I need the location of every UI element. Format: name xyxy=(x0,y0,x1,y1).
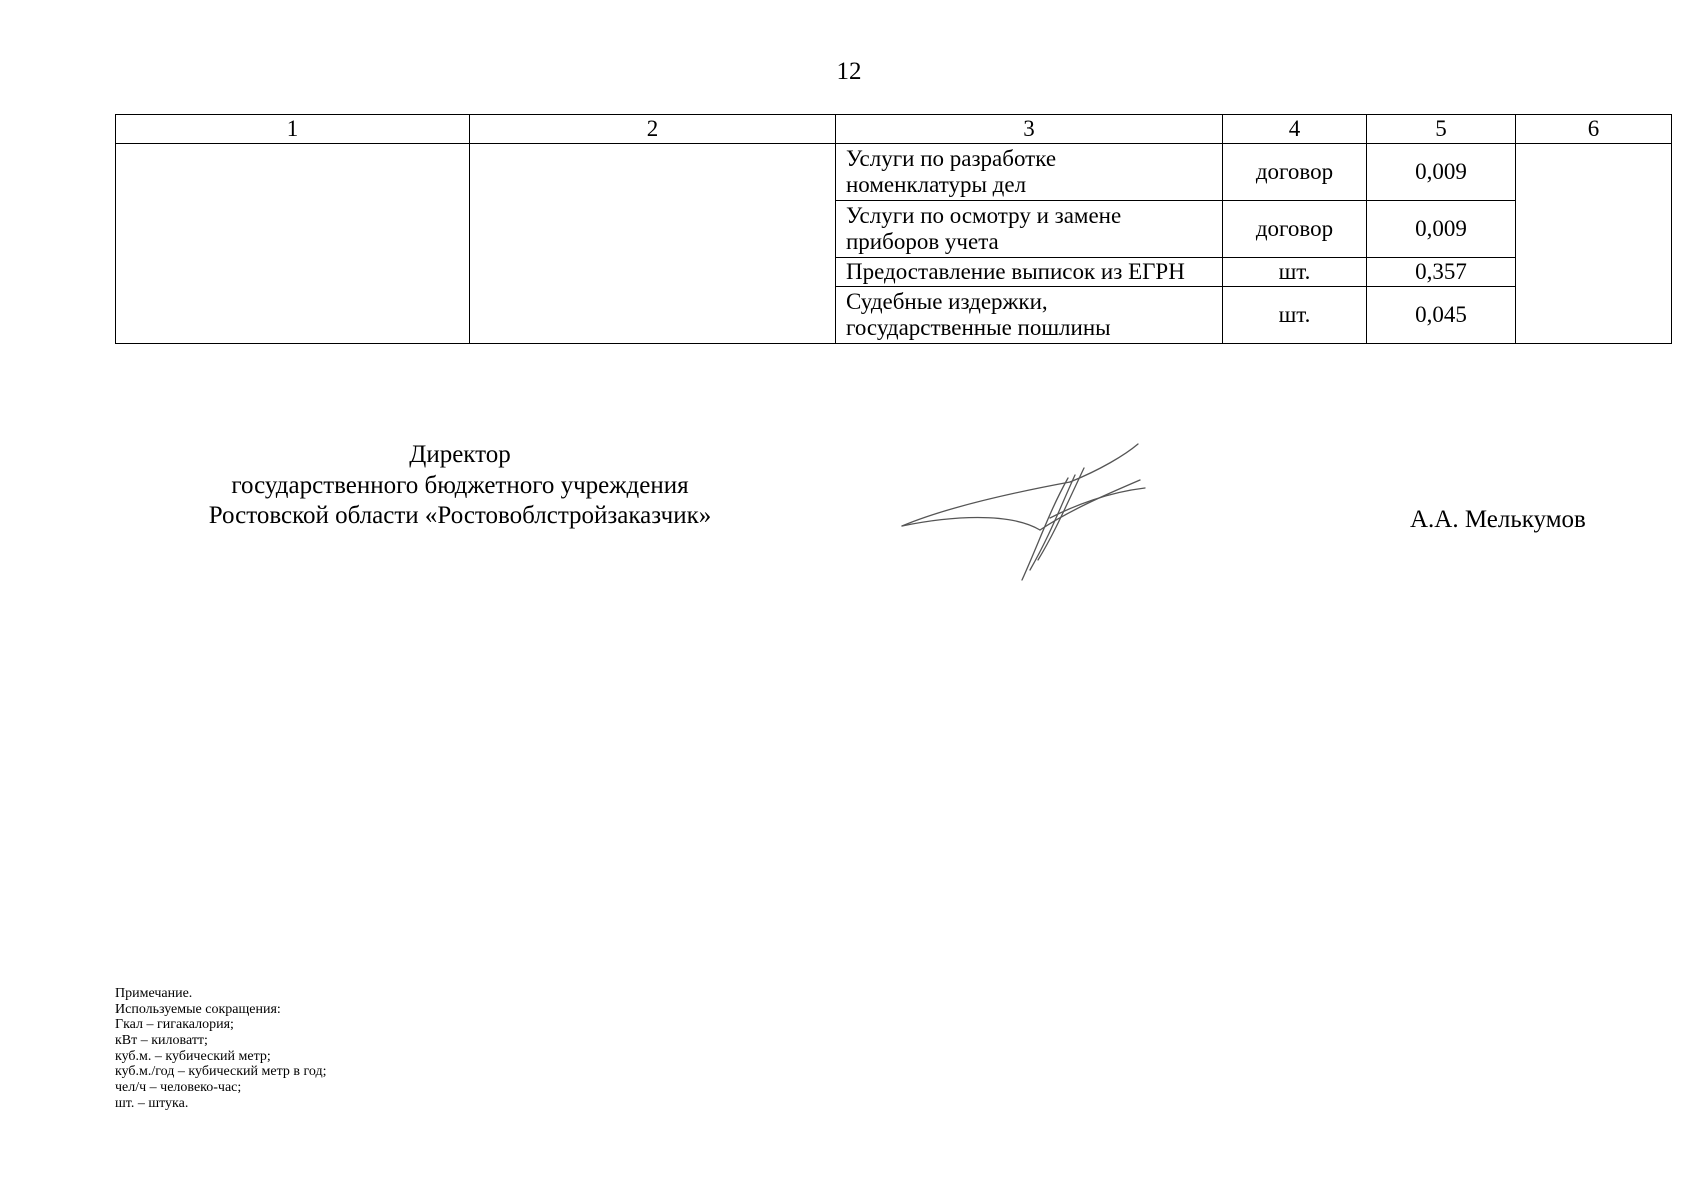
footnote-line: куб.м. – кубический метр; xyxy=(115,1048,271,1064)
table-cell-col6-empty xyxy=(1516,144,1672,344)
table-cell-col2-empty xyxy=(470,144,836,344)
footnote-line: куб.м./год – кубический метр в год; xyxy=(115,1064,327,1080)
page-number: 12 xyxy=(836,58,862,85)
footnote-line: Используемые сокращения: xyxy=(115,1001,281,1017)
service-name-cell xyxy=(836,201,1223,258)
table-header-cell: 2 xyxy=(470,115,836,144)
service-name-line: Судебные издержки, xyxy=(846,288,1048,314)
table-header-cell: 5 xyxy=(1367,115,1516,144)
signatory-position-line: Директор xyxy=(409,441,511,468)
footnote-line: шт. – штука. xyxy=(115,1095,189,1111)
value-cell: 0,357 xyxy=(1367,258,1516,287)
signatory-name: А.А. Мелькумов xyxy=(1410,506,1586,533)
unit-cell: договор xyxy=(1223,144,1367,201)
table-header-row xyxy=(116,115,1672,144)
value-cell: 0,045 xyxy=(1367,287,1516,344)
table-header-cell: 6 xyxy=(1516,115,1672,144)
service-name-line: приборов учета xyxy=(846,229,999,254)
service-name-cell xyxy=(836,287,1223,344)
service-name-line: Услуги по разработке xyxy=(846,145,1057,171)
footnote-line: Гкал – гигакалория; xyxy=(115,1017,234,1033)
service-name-line: государственные пошлины xyxy=(846,315,1111,340)
table-header-cell: 1 xyxy=(116,115,470,144)
signatory-position-line: государственного бюджетного учреждения xyxy=(231,471,689,499)
service-name-line: Услуги по осмотру и замене xyxy=(846,202,1122,228)
footnote-line: чел/ч – человеко-час; xyxy=(115,1080,242,1096)
unit-cell: шт. xyxy=(1223,258,1367,287)
data-table xyxy=(115,114,1672,344)
service-name-line: Предоставление выписок из ЕГРН xyxy=(846,258,1185,284)
signatory-position-line: Ростовской области «Ростовоблстройзаказчик» xyxy=(208,502,712,529)
table-row xyxy=(116,144,1672,201)
service-name-cell xyxy=(836,258,1223,287)
table-cell-col1-empty xyxy=(116,144,470,344)
signatory-position xyxy=(150,440,770,532)
value-cell: 0,009 xyxy=(1367,144,1516,201)
service-name-cell xyxy=(836,144,1223,201)
handwritten-signature xyxy=(900,440,1150,590)
unit-cell: договор xyxy=(1223,201,1367,258)
table-header-cell: 4 xyxy=(1223,115,1367,144)
table-header-cell: 3 xyxy=(836,115,1223,144)
value-cell: 0,009 xyxy=(1367,201,1516,258)
unit-cell: шт. xyxy=(1223,287,1367,344)
service-name-line: номенклатуры дел xyxy=(846,172,1027,197)
footnote xyxy=(115,986,327,1111)
footnote-line: кВт – киловатт; xyxy=(115,1033,208,1049)
footnote-line: Примечание. xyxy=(115,986,193,1001)
